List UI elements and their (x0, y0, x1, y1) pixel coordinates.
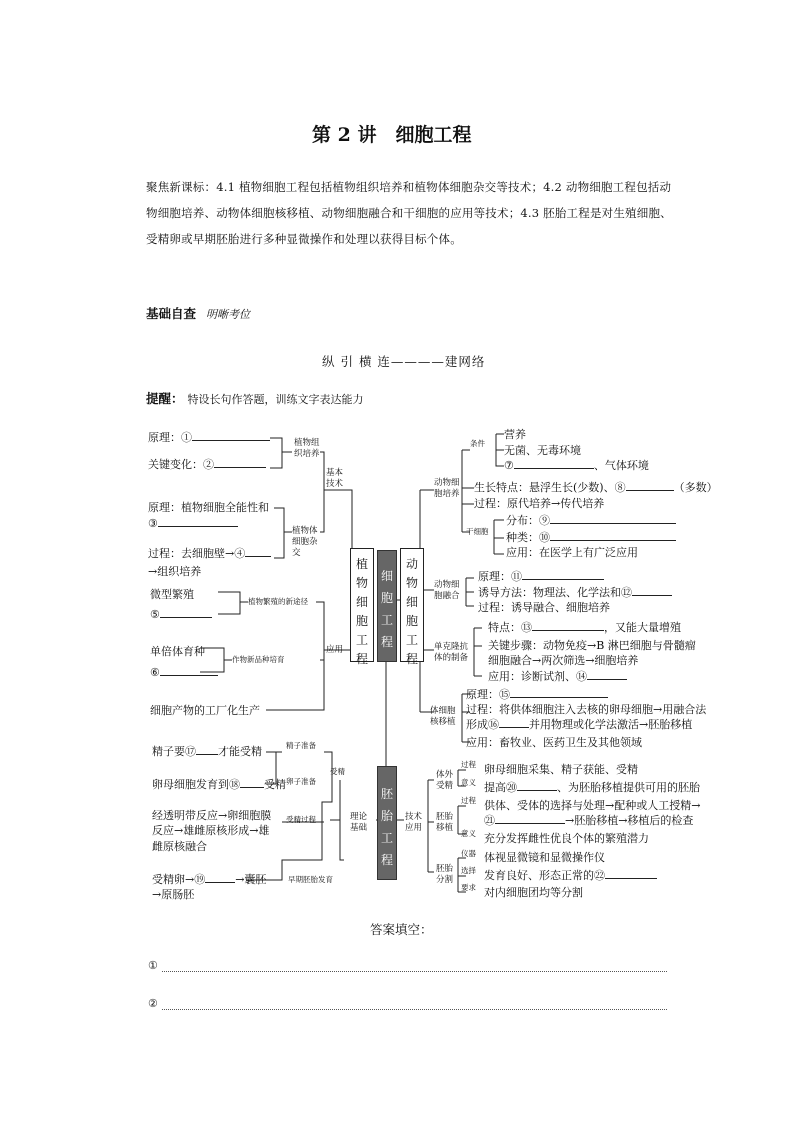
basic-tech-label: 基本技术 (326, 468, 344, 489)
plant-char: 植 (355, 557, 368, 571)
split-inst-label: 仪器 (461, 849, 476, 858)
et-proc-label: 过程 (461, 796, 476, 805)
sterile-text: 无菌、无毒环境 (504, 444, 581, 457)
principle-row (148, 432, 270, 443)
blank-20[interactable] (517, 790, 557, 791)
et-proc2-num: ㉑ (484, 814, 495, 827)
animal-char: 细 (405, 595, 418, 609)
blank-19[interactable] (205, 882, 235, 883)
haploid-text: 单倍体育种 (150, 645, 205, 658)
sperm2-text: 才能受精 (218, 745, 262, 758)
embryo-char: 胎 (380, 809, 393, 823)
et-label: 胚胎移植 (436, 812, 454, 833)
ivf-label: 体外受精 (436, 770, 454, 791)
tip-text: 特设长句作答题，训练文字表达能力 (187, 393, 364, 406)
split-req: 对内细胞团均等分割 (484, 886, 583, 899)
network-title: 纵 引 横 连————建网络 (322, 354, 486, 369)
new-breed-label: 作物新品种培育 (232, 655, 285, 664)
animal-char: 程 (405, 652, 418, 666)
mab-app-text: 应用：诊断试剂、⑭ (488, 670, 587, 683)
tissue-culture-label: 植物组织培养 (294, 438, 320, 459)
ivf-sig2-text: 、为胚胎移植提供可用的胚胎 (557, 781, 700, 794)
egg2-text: 受精 (264, 778, 286, 791)
answer-1-line[interactable] (162, 971, 667, 972)
split-sel-label: 选择 (461, 866, 476, 875)
culture-process: 过程：原代培养→传代培养 (474, 497, 605, 510)
embryo-char: 程 (380, 853, 393, 867)
induce-row (478, 587, 672, 598)
zygote-text: 受精卵→⑲ (152, 873, 206, 886)
nt-app: 应用：畜牧业、医药卫生及其他领域 (466, 736, 642, 749)
split-sel-text: 发育良好、形态正常的㉒ (484, 869, 605, 882)
section-heading (146, 308, 250, 321)
answer-2-line[interactable] (162, 1009, 667, 1010)
blank-5-row (150, 609, 212, 620)
animal-char: 物 (405, 576, 418, 590)
fusion-process: 过程：诱导融合、细胞培养 (478, 601, 610, 614)
et-proc: 供体、受体的选择与处理→配种或人工授精→ (484, 799, 701, 812)
embryo-char: 胚 (380, 787, 393, 801)
plant-char: 细 (355, 595, 368, 609)
split-label: 胚胎分割 (436, 864, 454, 885)
nt-process2-row (466, 719, 692, 730)
application-label: 应用 (326, 645, 344, 655)
hybrid-process (148, 548, 271, 559)
zygote2-text: →囊胚 (235, 873, 267, 886)
cell-char: 胞 (380, 591, 393, 605)
types-row (506, 532, 676, 543)
answer-1-num: ① (148, 959, 158, 972)
key-steps2: 细胞融合→两次筛选→细胞培养 (488, 654, 639, 667)
theory-label: 理论基础 (350, 812, 368, 833)
key-steps: 关键步骤：动物免疫→B 淋巴细胞与骨髓瘤 (488, 639, 696, 652)
fusion-label: 动物细胞融合 (434, 580, 460, 601)
plant-char: 工 (355, 633, 368, 647)
factory-text: 细胞产物的工厂化生产 (150, 704, 260, 717)
fert-label: 受精 (330, 767, 345, 776)
blank-14[interactable] (587, 679, 627, 680)
zona3: 雌原核融合 (152, 840, 207, 853)
blank-9[interactable] (550, 523, 676, 524)
blank-11[interactable] (522, 579, 604, 580)
animal-char: 胞 (405, 614, 418, 628)
blank-10[interactable] (550, 540, 676, 541)
types-text: 种类：⑩ (506, 531, 550, 544)
cell-char: 程 (380, 635, 393, 649)
distribution-text: 分布：⑨ (506, 514, 550, 527)
blank-18[interactable] (240, 787, 264, 788)
et-proc3-text: →胚胎移植→移植后的检查 (565, 814, 694, 827)
nutrition-text: 营养 (504, 428, 526, 441)
blank-7-row (504, 460, 649, 471)
blank-5[interactable] (160, 617, 212, 618)
sperm-prep-label: 精子准备 (286, 741, 316, 750)
growth-text: 生长特点：悬浮生长(少数)、⑧ (474, 481, 626, 494)
answers-label: 答案填空： (370, 922, 433, 937)
animal-cell-engineering-box (400, 548, 424, 666)
zona2: 反应→雄雌原核形成→雄 (152, 824, 270, 837)
new-route-label: 植物繁殖的新途径 (248, 597, 308, 606)
fert-process-label: 受精过程 (286, 815, 316, 824)
animal-char: 动 (405, 557, 418, 571)
split-inst: 体视显微镜和显微操作仪 (484, 851, 605, 864)
blank-16[interactable] (499, 727, 529, 728)
tip-line (146, 393, 364, 406)
plant-cell-engineering-box (350, 548, 374, 666)
egg-row (152, 779, 286, 790)
et-sig: 充分发挥雌性优良个体的繁殖潜力 (484, 832, 649, 845)
ivf-sig-text: 提高⑳ (484, 781, 517, 794)
blank-21[interactable] (495, 823, 565, 824)
fusion-principle-text: 原理：⑪ (478, 570, 522, 583)
blank-3-num: ③ (148, 517, 158, 530)
mab-label: 单克隆抗体的制备 (434, 642, 469, 663)
ivf-proc: 卵母细胞采集、精子获能、受精 (484, 763, 638, 776)
blank-12[interactable] (632, 595, 672, 596)
intro-paragraph: 聚焦新课标：4.1 植物细胞工程包括植物组织培养和植物体细胞杂交等技术；4.2 动物细胞工程包括动物细胞培养、动物体细胞核移植、动物细胞融合和干细胞的应用等技术；4.3 胚胎工程是对生殖细胞、受精卵或早期胚胎进行多种显微操作和处理以获得目标个体。 (146, 180, 672, 246)
blank-7[interactable] (514, 468, 594, 469)
blank-1[interactable] (192, 440, 270, 441)
nt-process2-text: 形成⑯ (466, 718, 499, 731)
answer-2-num: ② (148, 997, 158, 1010)
blank-5-num: ⑤ (150, 608, 160, 621)
ivf-proc-label: 过程 (461, 760, 476, 769)
stem-cell-label: 干细胞 (466, 527, 489, 536)
cell-engineering-box (377, 550, 397, 662)
principle-text: 原理：① (148, 431, 192, 444)
majority-text: （多数） (673, 481, 718, 494)
plant-char: 程 (355, 652, 368, 666)
hybrid-process-text: 过程：去细胞壁→④ (148, 547, 246, 560)
growth-row (474, 482, 718, 493)
plant-char: 物 (355, 576, 368, 590)
ivf-sig-row (484, 782, 700, 793)
early-label: 早期胚胎发育 (288, 875, 333, 884)
blank-2[interactable] (214, 467, 266, 468)
micro-text: 微型繁殖 (150, 588, 194, 601)
tip-label: 提醒： (146, 391, 184, 406)
blank-6-row (150, 667, 218, 678)
blank-17[interactable] (196, 754, 218, 755)
mab-app-row (488, 671, 627, 682)
nt-principle-text: 原理：⑮ (466, 688, 510, 701)
egg-text: 卵母细胞发育到⑱ (152, 778, 240, 791)
section-label: 基础自查 (146, 306, 197, 321)
blank-8[interactable] (626, 490, 674, 491)
features2-text: ，又能大量增殖 (604, 621, 681, 634)
features-row (488, 622, 681, 633)
key-change-row (148, 459, 266, 470)
animal-char: 工 (405, 633, 418, 647)
stem-app: 应用：在医学上有广泛应用 (506, 546, 638, 559)
embryo-char: 工 (380, 831, 393, 845)
split-req-label: 要求 (461, 883, 476, 892)
hybrid-label: 植物体细胞杂交 (292, 526, 318, 558)
nt-principle-row (466, 689, 608, 700)
section-sub: 明晰考位 (206, 308, 250, 321)
blank-15[interactable] (510, 697, 608, 698)
blank-3-row (148, 518, 238, 529)
cell-char: 工 (380, 613, 393, 627)
distribution-row (506, 515, 676, 526)
nt-process3-text: 并用物理或化学法激活→胚胎移植 (529, 718, 693, 731)
conditions-label: 条件 (470, 439, 485, 448)
nt-label: 体细胞核移植 (430, 706, 456, 727)
zona1: 经透明带反应→卵细胞膜 (152, 809, 272, 822)
plant-char: 胞 (355, 614, 368, 628)
nt-process: 过程：将供体细胞注入去核的卵母细胞→用融合法 (466, 703, 707, 716)
hybrid-principle: 原理：植物细胞全能性和 (148, 501, 269, 514)
animal-culture-label: 动物细胞培养 (434, 478, 460, 499)
features-text: 特点：⑬ (488, 621, 532, 634)
sperm-row (152, 746, 262, 757)
key-change-text: 关键变化：② (148, 458, 214, 471)
induce-text: 诱导方法：物理法、化学法和⑫ (478, 586, 632, 599)
blank-6[interactable] (160, 675, 218, 676)
blank-4[interactable] (245, 556, 271, 557)
cell-char: 细 (380, 569, 393, 583)
blank-22[interactable] (605, 878, 657, 879)
zygote-row (152, 874, 266, 885)
embryo-engineering-box (377, 766, 397, 880)
fusion-principle-row (478, 571, 604, 582)
tech-app-label: 技术应用 (405, 812, 423, 833)
egg-prep-label: 卵子准备 (286, 777, 316, 786)
sperm-text: 精子要⑰ (152, 745, 196, 758)
split-sel-row (484, 870, 657, 881)
ivf-sig-label: 意义 (461, 778, 476, 787)
zygote3: →原肠胚 (152, 888, 195, 901)
blank-7-num: ⑦ (504, 459, 514, 472)
gas-text: 、气体环境 (593, 459, 649, 472)
hybrid-process2: →组织培养 (148, 565, 202, 578)
et-sig-label: 意义 (461, 829, 476, 838)
blank-13[interactable] (532, 630, 604, 631)
et-proc2-row (484, 815, 693, 826)
blank-6-num: ⑥ (150, 666, 160, 679)
page-title: 第 2 讲 细胞工程 (312, 124, 472, 146)
blank-3[interactable] (158, 526, 238, 527)
